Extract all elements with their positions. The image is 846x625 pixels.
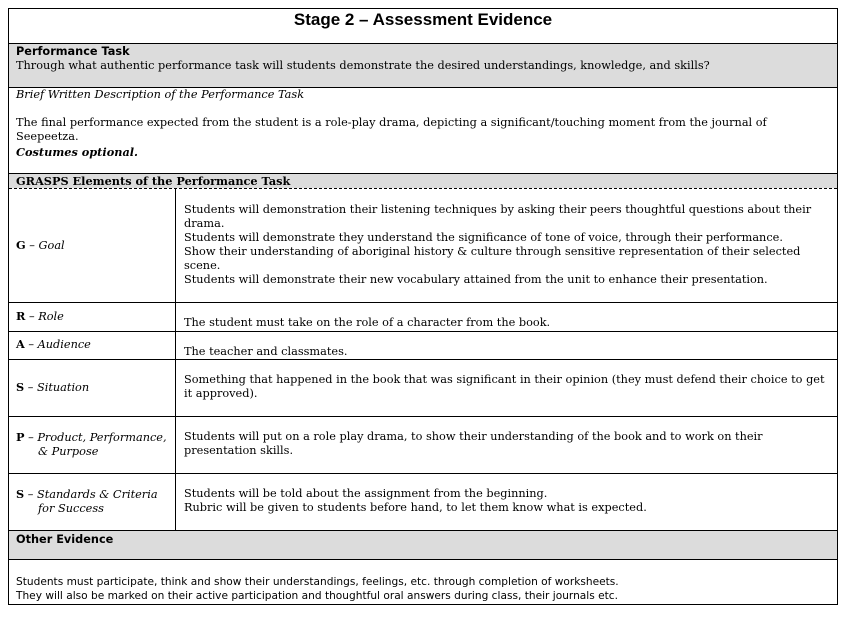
description-label: Brief Written Description of the Performance Task bbox=[16, 88, 305, 101]
grasps-value-audience bbox=[184, 345, 836, 359]
grasps-value-product bbox=[184, 430, 836, 458]
grasps-label-audience bbox=[9, 337, 176, 352]
grasps-heading: GRASPS Elements of the Performance Task bbox=[16, 174, 291, 188]
grasps-value-situation bbox=[184, 373, 836, 401]
goal-line: Students will demonstrate they understand the significance of tone of voice, through their performance. bbox=[184, 231, 783, 244]
performance-task-question: Through what authentic performance task will students demonstrate the desired understandings, knowledge, and skills? bbox=[16, 59, 710, 72]
goal-line: Students will demonstrate their new vocabulary attained from the unit to enhance their presentation. bbox=[184, 273, 768, 286]
standards-label-cont: for Success bbox=[38, 502, 104, 515]
page-title: Stage 2 – Assessment Evidence bbox=[293, 10, 553, 29]
grasps-heading-row bbox=[9, 174, 837, 188]
divider bbox=[9, 416, 837, 417]
goal-line: Show their understanding of aboriginal history & culture through sensitive representation of their selected scene. bbox=[184, 245, 801, 272]
grasps-value-goal bbox=[184, 203, 836, 287]
audience-label: – Audience bbox=[28, 338, 91, 351]
divider bbox=[9, 331, 837, 332]
grasps-value-role bbox=[184, 316, 836, 330]
role-line: The student must take on the role of a character from the book. bbox=[184, 316, 551, 329]
goal-label: – Goal bbox=[29, 239, 65, 252]
divider bbox=[9, 359, 837, 360]
divider bbox=[9, 302, 837, 303]
other-evidence-body bbox=[9, 575, 837, 603]
description-note: Costumes optional. bbox=[16, 145, 138, 159]
standards-line: Rubric will be given to students before hand, to let them know what is expected. bbox=[184, 501, 647, 514]
other-evidence-heading: Other Evidence bbox=[16, 533, 114, 546]
grasps-label-standards bbox=[9, 487, 176, 516]
grasps-label-goal bbox=[9, 238, 176, 253]
audience-line: The teacher and classmates. bbox=[184, 345, 348, 358]
product-letter: P bbox=[16, 430, 25, 444]
description-section bbox=[9, 88, 837, 174]
other-evidence-line: They will also be marked on their active participation and thoughtful oral answers during class, their journals etc. bbox=[16, 590, 618, 602]
goal-letter: G bbox=[16, 238, 26, 252]
grasps-label-role bbox=[9, 309, 176, 324]
performance-task-heading: Performance Task bbox=[16, 45, 130, 58]
other-evidence-line: Students must participate, think and show their understandings, feelings, etc. through completion of worksheets. bbox=[16, 576, 619, 588]
grasps-label-situation bbox=[9, 380, 176, 395]
dashed-divider bbox=[9, 188, 837, 189]
other-evidence-heading-row bbox=[9, 531, 837, 559]
product-label-cont: & Purpose bbox=[38, 445, 99, 458]
product-line: Students will put on a role play drama, to show their understanding of the book and to work on their presentation skills. bbox=[184, 430, 763, 457]
role-label: – Role bbox=[28, 310, 64, 323]
product-label: – Product, Performance, bbox=[28, 431, 167, 444]
standards-line: Students will be told about the assignment from the beginning. bbox=[184, 487, 548, 500]
grasps-label-product bbox=[9, 430, 176, 459]
divider bbox=[9, 559, 837, 560]
situation-label: – Situation bbox=[27, 381, 90, 394]
description-text: The final performance expected from the student is a role-play drama, depicting a significant/touching moment from the journal of Seepeetza. bbox=[16, 116, 767, 143]
situation-line: Something that happened in the book that was significant in their opinion (they must defend their choice to get it approved). bbox=[184, 373, 825, 400]
grasps-value-standards bbox=[184, 487, 836, 515]
performance-task-section bbox=[9, 44, 837, 87]
goal-line: Students will demonstration their listening techniques by asking their peers thoughtful questions about their drama. bbox=[184, 203, 812, 230]
divider bbox=[9, 473, 837, 474]
audience-letter: A bbox=[16, 337, 25, 351]
standards-label: – Standards & Criteria bbox=[27, 488, 158, 501]
standards-letter: S bbox=[16, 487, 25, 501]
role-letter: R bbox=[16, 309, 26, 323]
assessment-evidence-sheet bbox=[8, 8, 838, 605]
situation-letter: S bbox=[16, 380, 25, 394]
